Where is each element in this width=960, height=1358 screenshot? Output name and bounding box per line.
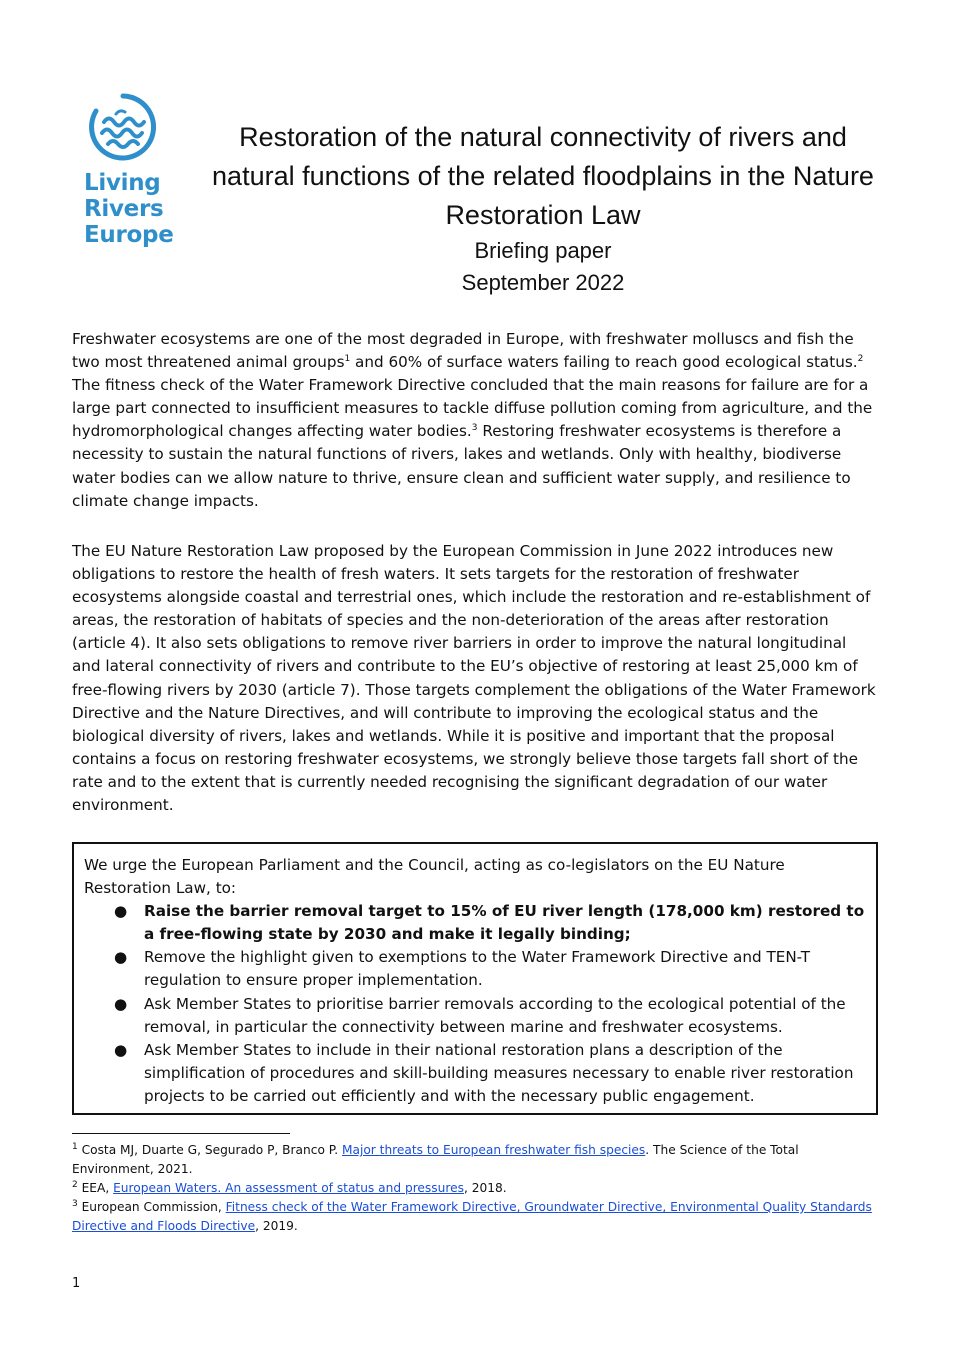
recommendations-list (84, 900, 866, 1108)
footnote-text: Costa MJ, Duarte G, Segurado P, Branco P. (77, 1143, 342, 1157)
list-item (84, 946, 866, 992)
footnote-text: , 2018. (463, 1181, 507, 1195)
waves-circle-icon (88, 92, 158, 162)
footnote (72, 1198, 872, 1236)
bullet-icon: ● (114, 1040, 128, 1059)
paragraph-text: The EU Nature Restoration Law proposed by the European Commission in June 2022 introduces new obligations to restore the health of fresh waters. It sets targets for the restoration of freshwater ecosystems alongside coastal and terrestrial ones, which include the restoration and re-establishment of areas, the restoration of habitats of species and the non-deterioration of the areas after restoration (article 4). It also sets obligations to remove river barriers in order to improve the natural longitudinal and lateral connectivity of rivers and contribute to the EU’s objective of restoring at least 25,000 km of free-flowing rivers by 2030 (article 7). Those targets complement the obligations of the Water Framework Directive and the Nature Directives, and will contribute to improving the ecological status and the biological diversity of rivers, lakes and wetlands. While it is positive and important that the proposal contains a focus on restoring freshwater ecosystems, we strongly believe those targets fall short of the rate and to the extent that is currently needed recognising the significant degradation of our water environment. (72, 542, 876, 815)
list-item (84, 1039, 866, 1108)
document-title: Restoration of the natural connectivity of rivers and natural functions of the related floodplains in the Nature Restoration Law (212, 122, 874, 230)
recommendations-intro: We urge the European Parliament and the Council, acting as co-legislators on the EU Nature Restoration Law, to: (84, 856, 785, 898)
logo-line: Europe (84, 222, 174, 248)
footnote-link[interactable]: European Waters. An assessment of status and pressures (113, 1181, 464, 1195)
page-number: 1 (72, 1276, 81, 1291)
footnote-ref[interactable]: 1 (344, 354, 351, 365)
bullet-icon: ● (114, 948, 128, 967)
text-run: Freshwater ecosystems are one of the most degraded in Europe, with freshwater molluscs and fish the two most threatened animal groups (72, 330, 854, 372)
document-date: September 2022 (461, 270, 625, 295)
footnote-link[interactable]: Major threats to European freshwater fish species (341, 1143, 646, 1157)
bullet-icon: ● (114, 902, 128, 921)
footnote (72, 1179, 872, 1198)
list-item-text: Ask Member States to include in their national restoration plans a description of the simplification of procedures and skill-building measures necessary to enable river restoration projects to be carried out efficiently and with the necessary public engagement. (144, 1040, 854, 1105)
text-run: Restoring freshwater ecosystems is therefore a necessity to sustain the natural functions of rivers, lakes and wetlands. Only with healthy, biodiverse water bodies can we allow nature to thrive, ensure clean and sufficient water supply, and resilience to climate change impacts. (72, 422, 851, 510)
document-type: Briefing paper (474, 238, 612, 263)
footnote-link[interactable]: Fitness check of the Water Framework Directive, Groundwater Directive, Environmental Quality Standards Directive and Floods Directive (72, 1200, 872, 1233)
list-item-text: Remove the highlight given to exemptions to the Water Framework Directive and TEN-T regulation to ensure proper implementation. (144, 948, 811, 990)
text-run: The fitness check of the Water Framework Directive concluded that the main reasons for failure are for a large part connected to insufficient measures to tackle diffuse pollution coming from agriculture, and the hydromorphological changes affecting water bodies. (72, 376, 873, 441)
footnote-text: European Commission, (77, 1200, 226, 1214)
footnote-number: 3 (72, 1198, 78, 1209)
list-item (84, 993, 866, 1039)
footnote-number: 1 (72, 1141, 78, 1152)
logo-line: Living (84, 170, 161, 196)
footnotes (72, 1141, 872, 1236)
footnote-text: EEA, (77, 1181, 114, 1195)
bullet-icon: ● (114, 994, 128, 1013)
title-block (200, 118, 886, 299)
list-item-text: Raise the barrier removal target to 15% of EU river length (178,000 km) restored to a free-flowing state by 2030 and make it legally binding; (144, 902, 865, 944)
intro-paragraph (72, 328, 878, 513)
footnote-text: . The Science of the Total Environment, 2021. (72, 1143, 799, 1176)
footnote-divider (72, 1133, 290, 1134)
logo-line: Rivers (84, 196, 164, 222)
list-item-text: Ask Member States to prioritise barrier removals according to the ecological potential of the removal, in particular the connectivity between marine and freshwater ecosystems. (144, 994, 846, 1036)
logo-wordmark (84, 170, 194, 248)
footnote (72, 1141, 872, 1179)
footnote-text: , 2019. (255, 1219, 298, 1233)
text-run: and 60% of surface waters failing to reach good ecological status. (350, 353, 858, 372)
logo (84, 92, 194, 248)
footnote-number: 2 (72, 1179, 78, 1190)
list-item (84, 900, 866, 946)
footnote-ref[interactable]: 3 (471, 423, 478, 434)
recommendations-box (72, 842, 878, 1115)
footnote-ref[interactable]: 2 (857, 354, 864, 365)
law-paragraph (72, 540, 878, 817)
